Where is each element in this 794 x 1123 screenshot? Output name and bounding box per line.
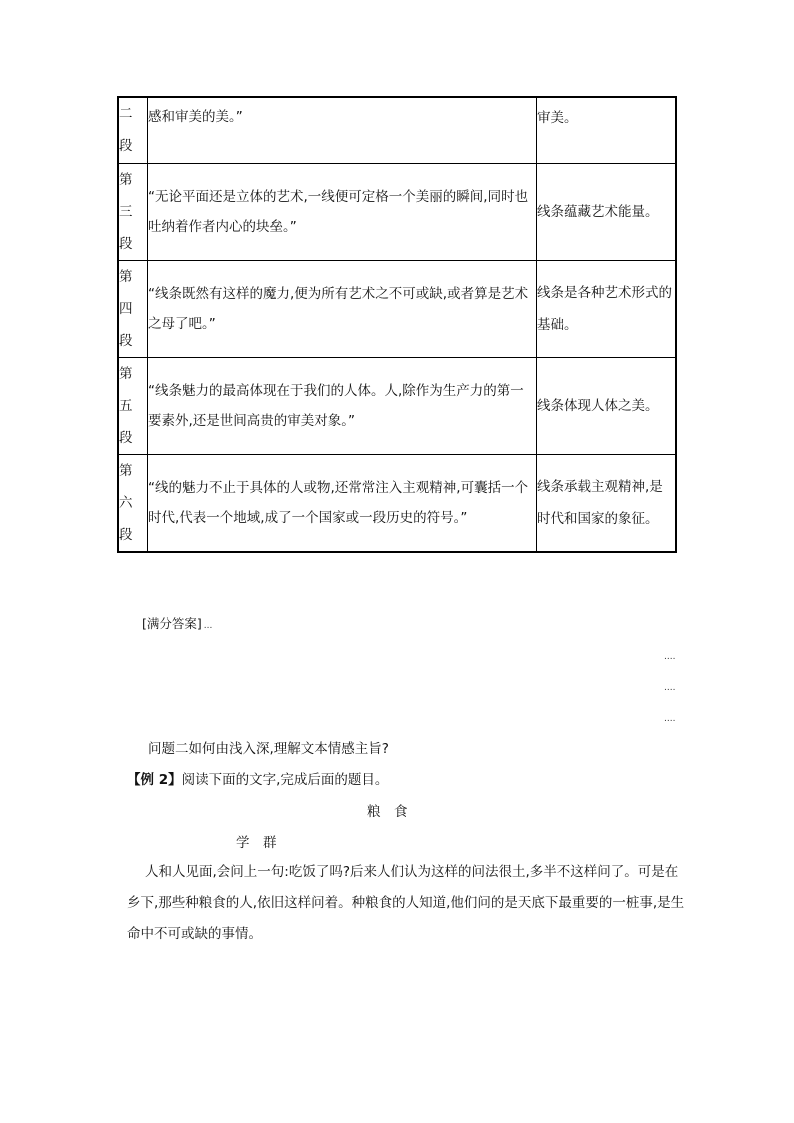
- segment-char: 第: [119, 171, 133, 188]
- answer-cell: 审美。: [537, 97, 677, 163]
- article-author: 学 群: [236, 835, 277, 851]
- answer-cell: 线条蕴藏艺术能量。: [537, 163, 677, 260]
- segment-char: 五: [119, 397, 133, 414]
- segment-char: 六: [119, 494, 133, 511]
- segment-char: 段: [119, 235, 133, 252]
- segment-char: 二: [119, 106, 133, 123]
- table-row: [118, 260, 676, 357]
- segment-char: 第: [119, 365, 133, 382]
- segment-char: 段: [119, 526, 133, 543]
- answer-dots: ....: [664, 683, 676, 693]
- segment-char: 三: [119, 203, 133, 220]
- answer-dots: ...: [203, 621, 213, 631]
- example-tag: 【例 2】: [127, 772, 182, 788]
- segment-cell: [118, 357, 148, 454]
- table-row: [118, 163, 676, 260]
- quote-cell: “线条既然有这样的魔力,便为所有艺术之不可或缺,或者算是艺术之母了吧。”: [148, 260, 537, 357]
- segment-char: 段: [119, 429, 133, 446]
- answer-label-text: [满分答案]: [142, 616, 202, 631]
- segment-cell: [118, 97, 148, 163]
- quote-cell: “线的魅力不止于具体的人或物,还常常注入主观精神,可囊括一个时代,代表一个地域,成了一个国家或一段历史的符号。”: [148, 454, 537, 552]
- segment-cell: [118, 163, 148, 260]
- table-row: [118, 357, 676, 454]
- quote-cell: “无论平面还是立体的艺术,一线便可定格一个美丽的瞬间,同时也吐纳着作者内心的块垒。”: [148, 163, 537, 260]
- question-two: 问题二如何由浅入深,理解文本情感主旨?: [148, 741, 389, 757]
- article-title: 粮 食: [367, 804, 408, 820]
- answer-dots: ....: [664, 714, 676, 724]
- answer-dots: ....: [664, 652, 676, 662]
- table-row: [118, 97, 676, 163]
- quote-cell: 感和审美的美。”: [148, 97, 537, 163]
- table-row: [118, 454, 676, 552]
- segment-cell: [118, 454, 148, 552]
- segment-char: 段: [119, 138, 133, 155]
- answer-cell: 线条承载主观精神,是时代和国家的象征。: [537, 454, 677, 552]
- example-heading: [127, 768, 388, 788]
- quote-cell: “线条魅力的最高体现在于我们的人体。人,除作为生产力的第一要素外,还是世间高贵的审美对象。”: [148, 357, 537, 454]
- answer-cell: 线条是各种艺术形式的基础。: [537, 260, 677, 357]
- article-body: 人和人见面,会问上一句:吃饭了吗?后来人们认为这样的问法很土,多半不这样问了。可是在乡下,那些种粮食的人,依旧这样问着。种粮食的人知道,他们问的是天底下最重要的一桩事,是生命中不可或缺的事情。: [127, 864, 685, 942]
- answer-cell: 线条体现人体之美。: [537, 357, 677, 454]
- example-instruction: 阅读下面的文字,完成后面的题目。: [181, 772, 389, 788]
- analysis-table: [117, 96, 677, 553]
- segment-char: 第: [119, 268, 133, 285]
- segment-char: 四: [119, 300, 133, 317]
- answer-label: [142, 614, 212, 632]
- segment-char: 第: [119, 462, 133, 479]
- segment-char: 段: [119, 332, 133, 349]
- segment-cell: [118, 260, 148, 357]
